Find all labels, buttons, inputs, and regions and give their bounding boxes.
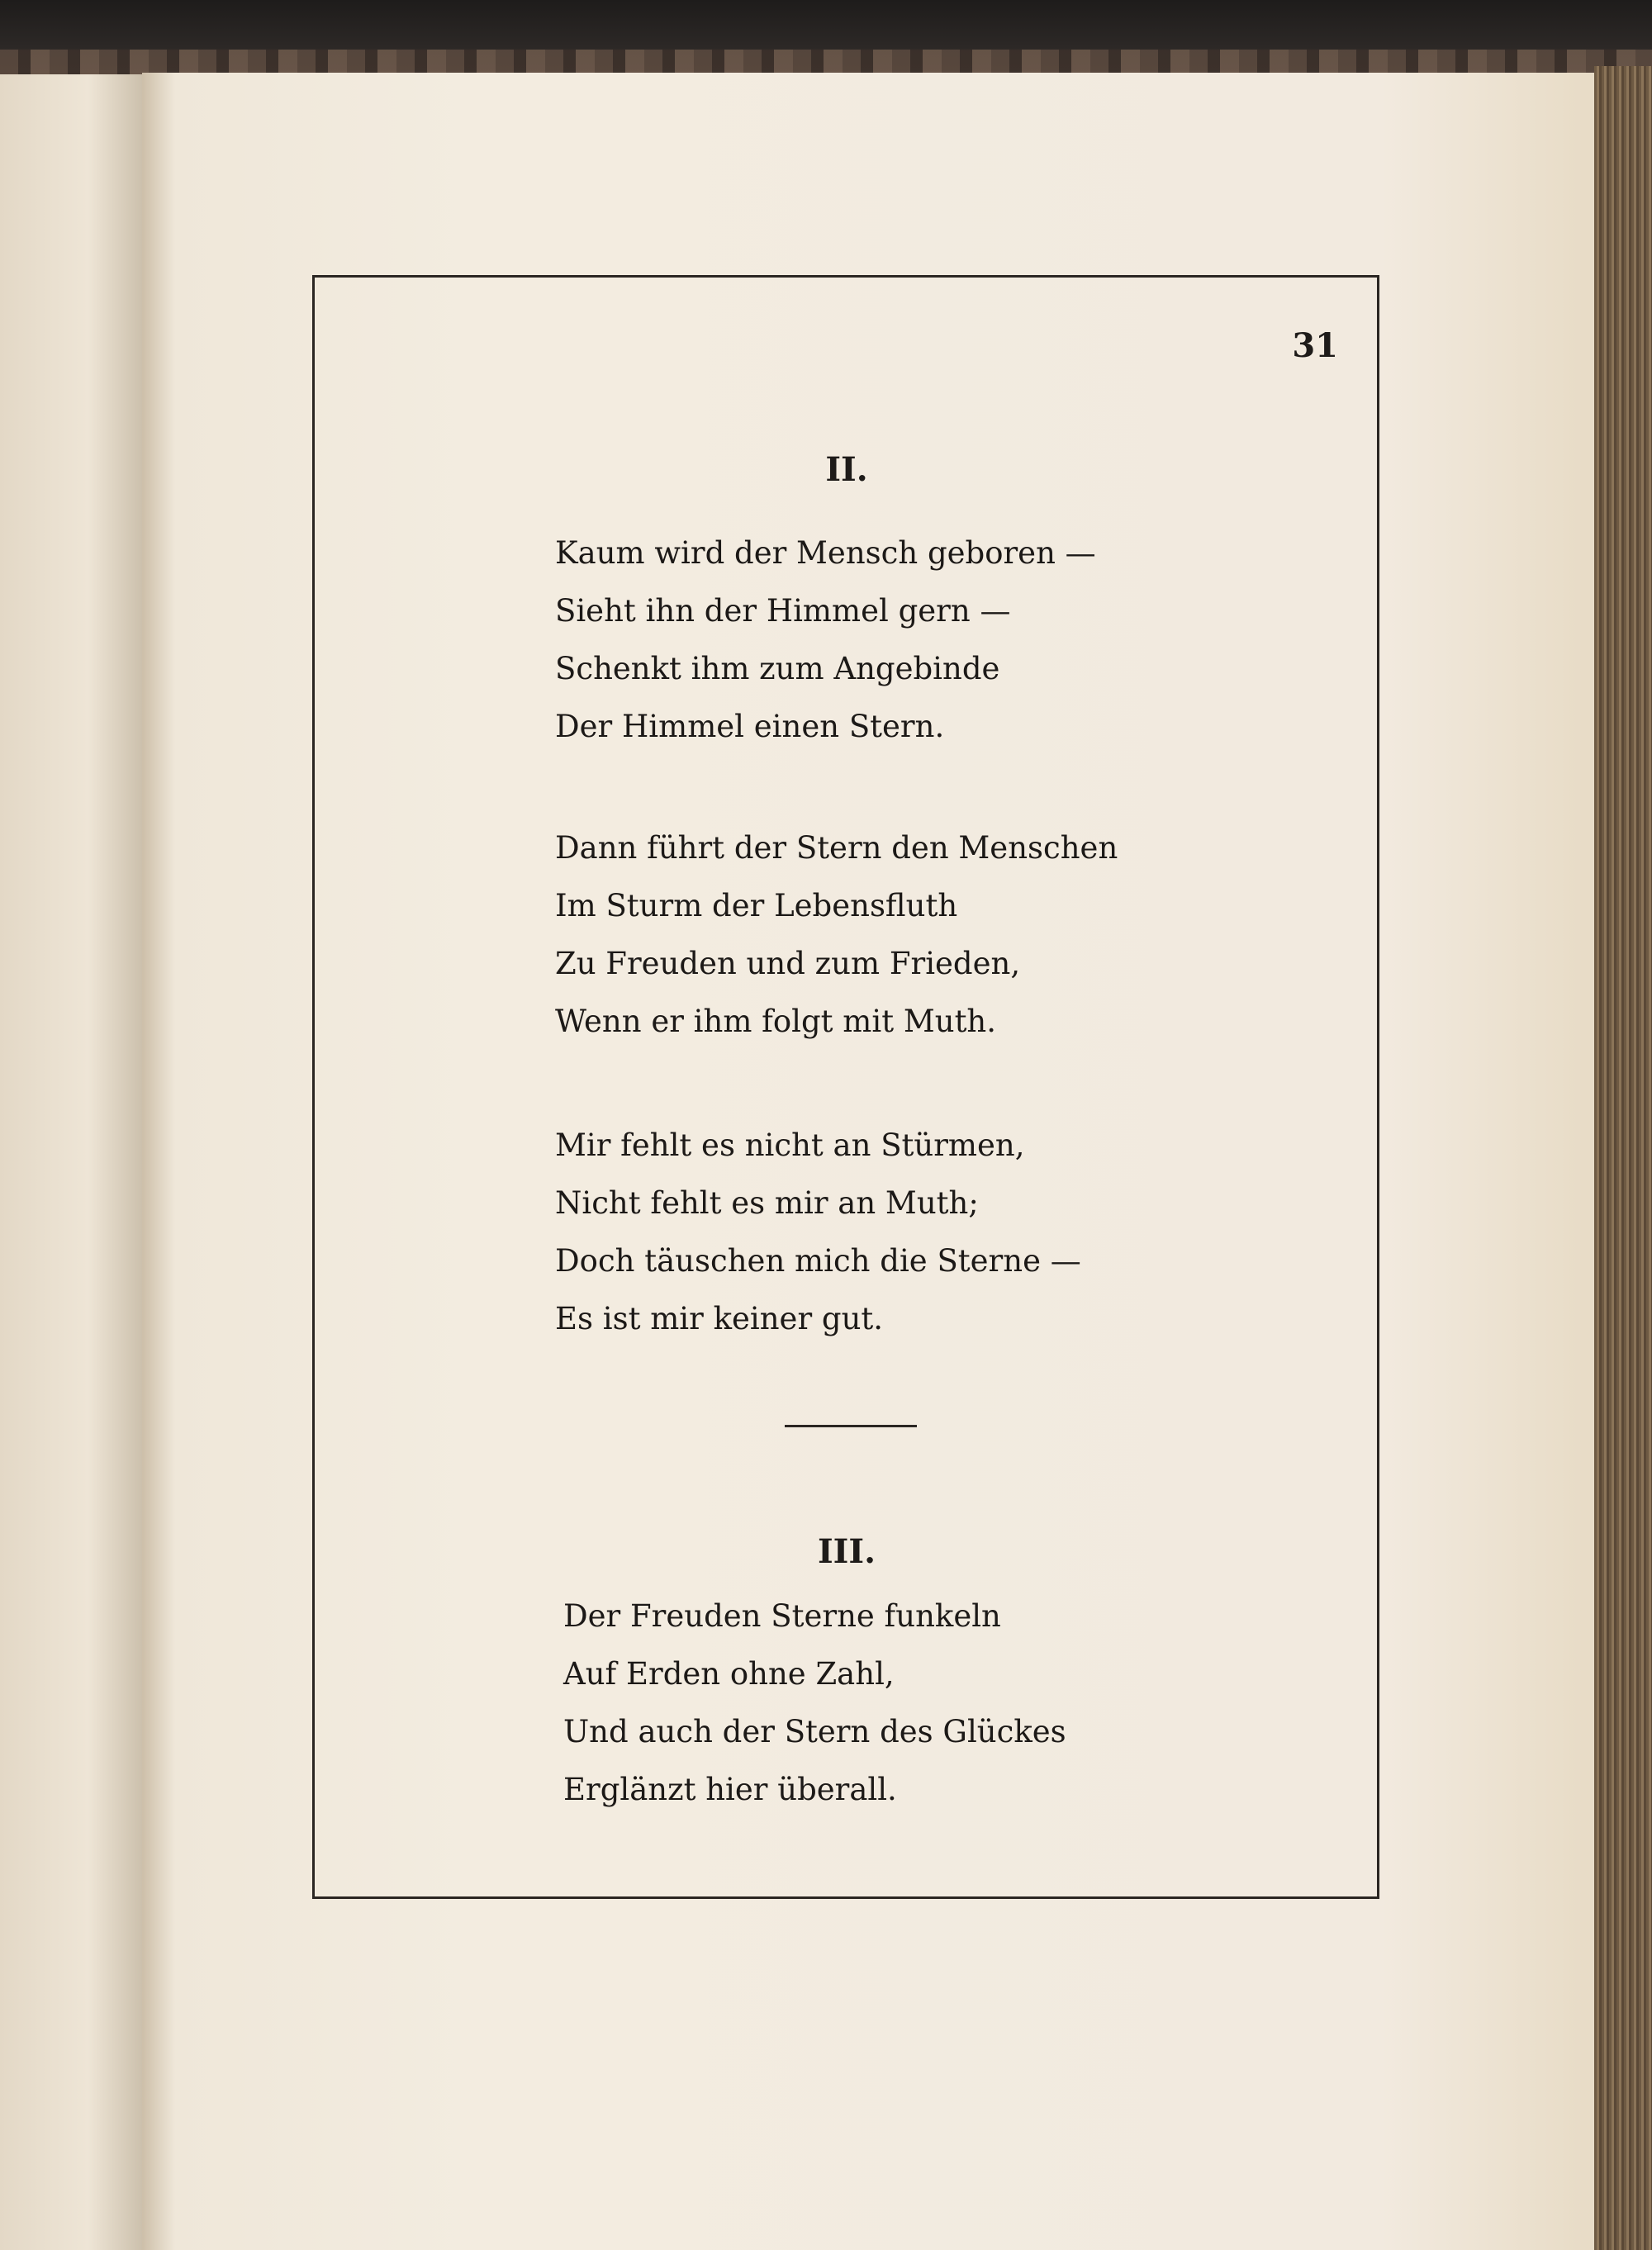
poem-line: Zu Freuden und zum Frieden, bbox=[555, 946, 1021, 981]
poem-line: Es ist mir keiner gut. bbox=[555, 1301, 884, 1336]
poem-line: Mir fehlt es nicht an Stürmen, bbox=[555, 1127, 1025, 1163]
poem-line: Doch täuschen mich die Sterne — bbox=[555, 1243, 1081, 1279]
poem-line: Erglänzt hier überall. bbox=[563, 1772, 897, 1807]
poem-line: Im Sturm der Lebensfluth bbox=[555, 888, 958, 923]
left-page-edge bbox=[0, 74, 147, 2250]
poem-line: Schenkt ihm zum Angebinde bbox=[555, 651, 1000, 686]
poem-line: Nicht fehlt es mir an Muth; bbox=[555, 1185, 979, 1221]
poem-line: Und auch der Stern des Glückes bbox=[563, 1714, 1066, 1749]
poem-line: Sieht ihn der Himmel gern — bbox=[555, 593, 1011, 629]
poem-line: Der Freuden Sterne funkeln bbox=[563, 1598, 1001, 1634]
section-heading-3: III. bbox=[817, 1532, 876, 1571]
poem-line: Wenn er ihm folgt mit Muth. bbox=[555, 1004, 997, 1039]
poem-line: Kaum wird der Mensch geboren — bbox=[555, 535, 1096, 571]
poem-line: Auf Erden ohne Zahl, bbox=[563, 1656, 895, 1692]
section-heading-2: II. bbox=[825, 450, 868, 489]
section-divider bbox=[785, 1425, 917, 1427]
page-number: 31 bbox=[1292, 326, 1338, 365]
page-block-edges bbox=[1594, 66, 1652, 2250]
poem-line: Dann führt der Stern den Menschen bbox=[555, 830, 1118, 866]
poem-line: Der Himmel einen Stern. bbox=[555, 709, 945, 744]
